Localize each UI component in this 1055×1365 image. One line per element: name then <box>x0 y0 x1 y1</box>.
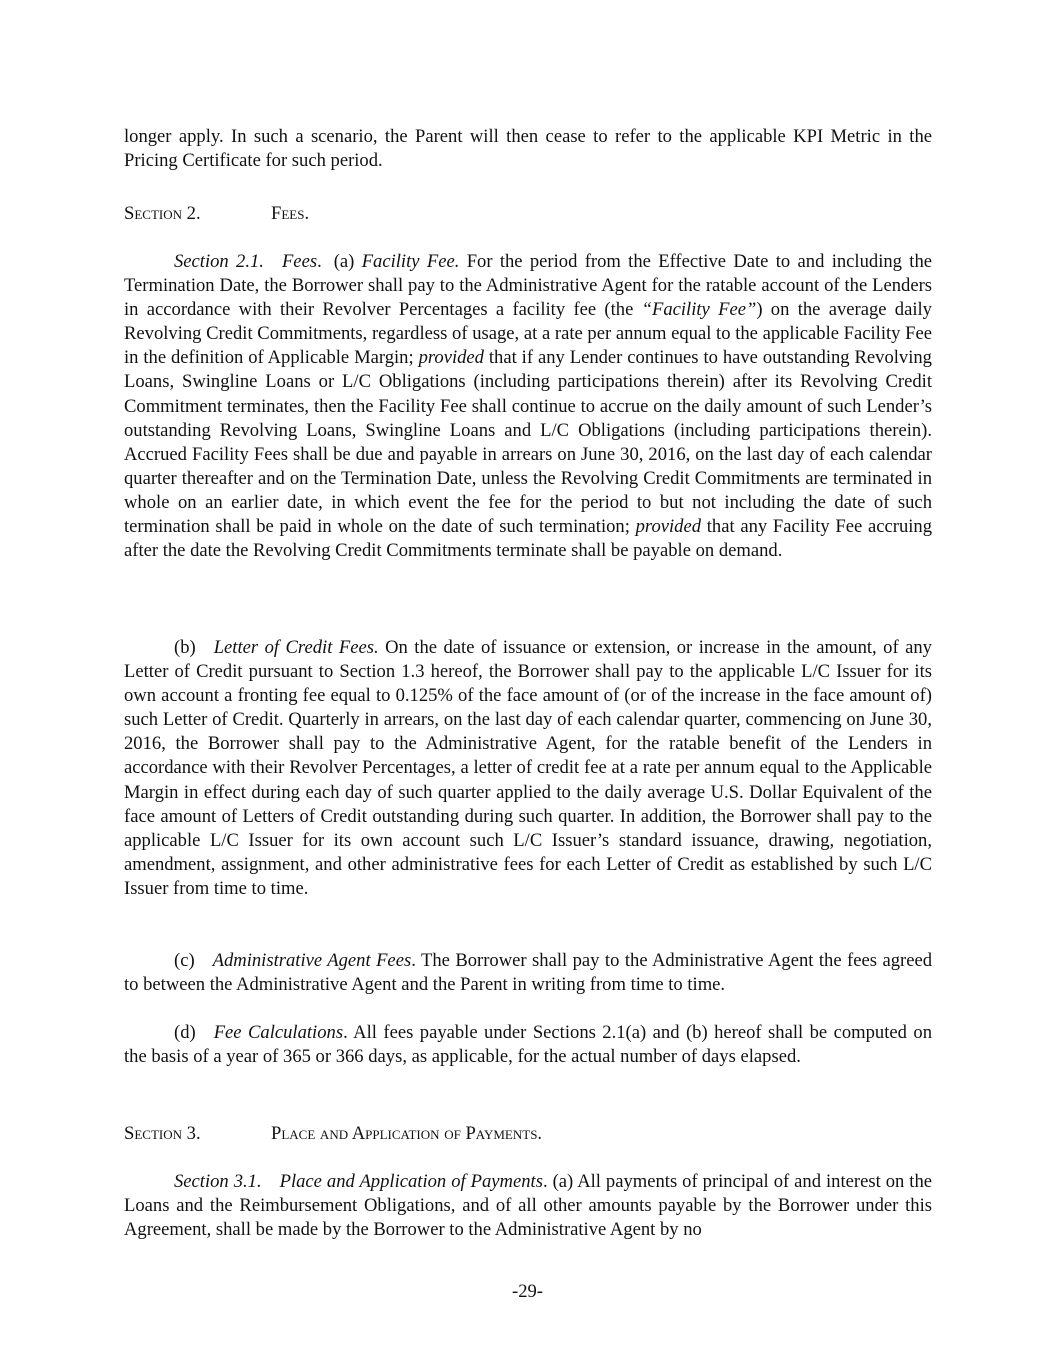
clause-heading: Fee Calculations <box>213 1022 344 1043</box>
section-3-heading <box>124 1122 542 1146</box>
clause-heading: Facility Fee. <box>361 251 460 272</box>
section-2-1-d-paragraph: (d) Fee Calculations. All fees payable under Sections 2.1(a) and (b) hereof shall be computed on the basis of a year of 365 or 366 days, as applicable, for the actual number of days elapsed. <box>124 1022 932 1068</box>
proviso: provided <box>418 347 484 369</box>
section-title: Place and Application of Payments. <box>271 1123 543 1144</box>
section-2-1-c-paragraph: (c) Administrative Agent Fees. The Borrower shall pay to the Administrative Agent the fees agreed to between the Administrative Agent and the Parent in writing from time to time. <box>124 950 932 996</box>
page-number: -29- <box>512 1281 543 1302</box>
clause-label: (a) <box>552 1171 574 1192</box>
intro-paragraph: longer apply. In such a scenario, the Parent will then cease to refer to the applicable KPI Metric in the Pricing Certificate for such period. <box>124 126 932 172</box>
clause-heading: Letter of Credit Fees. <box>213 637 379 658</box>
defined-term: “Facility Fee” <box>641 299 757 321</box>
subsection-number: Section 2.1. <box>174 251 264 272</box>
proviso: provided <box>635 516 702 538</box>
clause-label: (d) <box>174 1022 196 1043</box>
section-number: Section 2. <box>124 203 201 224</box>
section-2-1-paragraph: Section 2.1. Fees. (a) Facility Fee. For the period from the Effective Date to and including the Termination Date, the Borrower shall pay to the Administrative Agent for the ratable account of the Lenders in accordance with their Revolver Percentages a facility fee (the “Facility Fee”) on the average daily Revolving Credit Commitments, regardless of usage, at a rate per annum equal to the applicable Facility Fee in the definition of Applicable Margin; provided that if any Lender continues to have outstanding Revolving Loans, Swingline Loans or L/C Obligations (including participations therein) after its Revolving Credit Commitment terminates, then the Facility Fee shall continue to accrue on the daily amount of such Lender’s outstanding Revolving Loans, Swingline Loans and L/C Obligations (including participations therein). Accrued Facility Fees shall be due and payable in arrears on June 30, 2016, on the last day of each calendar quarter thereafter and on the Termination Date, unless the Revolving Credit Commitments are terminated in whole on an earlier date, in which event the fee for the period to but not including the date of such termination shall be paid in whole on the date of such termination; provided that any Facility Fee accruing after the date the Revolving Credit Commitments terminate shall be payable on demand. <box>124 251 932 562</box>
clause-label: (a) <box>333 251 355 272</box>
clause-heading: Administrative Agent Fees <box>212 950 412 971</box>
clause-label: (c) <box>174 950 195 971</box>
clause-label: (b) <box>174 637 196 658</box>
section-2-heading <box>124 202 309 226</box>
subsection-heading: Fees <box>281 251 318 272</box>
subsection-number: Section 3.1. <box>174 1171 262 1192</box>
subsection-heading: Place and Application of Payments <box>279 1171 543 1192</box>
section-3-1-paragraph: Section 3.1. Place and Application of Payments. (a) All payments of principal of and interest on the Loans and the Reimbursement Obligations, and of all other amounts payable by the Borrower under this Agreement, shall be made by the Borrower to the Administrative Agent by no <box>124 1171 933 1241</box>
section-number: Section 3. <box>124 1123 201 1144</box>
section-title: Fees. <box>271 203 310 224</box>
section-2-1-b-paragraph: (b) Letter of Credit Fees. On the date of issuance or extension, or increase in the amount, of any Letter of Credit pursuant to Section 1.3 hereof, the Borrower shall pay to the applicable L/C Issuer for its own account a fronting fee equal to 0.125% of the face amount of (or of the increase in the face amount of) such Letter of Credit. Quarterly in arrears, on the last day of each calendar quarter, commencing on June 30, 2016, the Borrower shall pay to the Administrative Agent, for the ratable benefit of the Lenders in accordance with their Revolver Percentages, a letter of credit fee at a rate per annum equal to the Applicable Margin in effect during each day of such quarter applied to the daily average U.S. Dollar Equivalent of the face amount of Letters of Credit outstanding during such quarter. In addition, the Borrower shall pay to the applicable L/C Issuer for its own account such L/C Issuer’s standard issuance, drawing, negotiation, amendment, assignment, and other administrative fees for each Letter of Credit as established by such L/C Issuer from time to time. <box>124 637 932 899</box>
